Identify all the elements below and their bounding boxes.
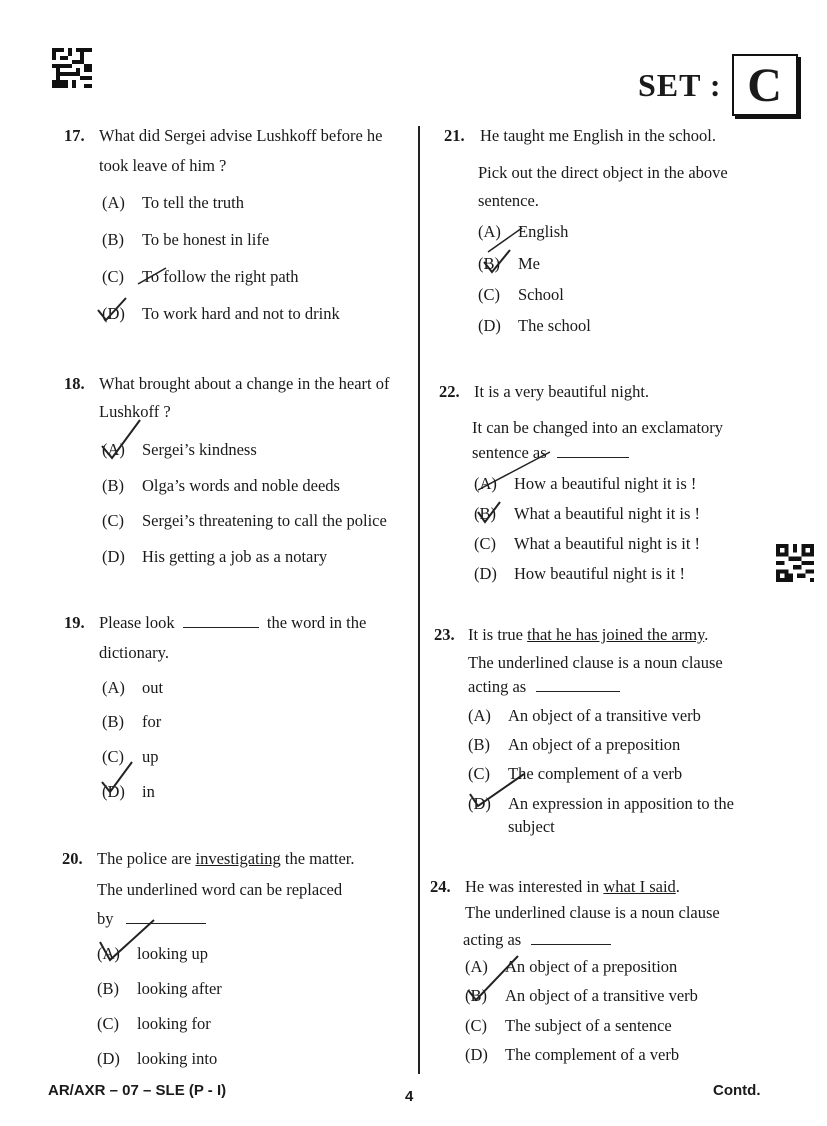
answer-blank (183, 626, 259, 628)
footer-code: AR/AXR – 07 – SLE (P - I) (48, 1082, 227, 1099)
tick-mark-icon (482, 248, 516, 278)
tick-mark-icon (96, 912, 192, 968)
option-c: (C) What a beautiful night is it ! (474, 534, 701, 553)
option-d: (D) His getting a job as a notary (102, 547, 328, 566)
question-stem: What brought about a change in the heart of (99, 374, 390, 393)
tick-mark-icon (466, 768, 532, 812)
footer-contd: Contd. (713, 1082, 761, 1099)
option-b: (B) An object of a preposition (468, 735, 681, 754)
option-a: (A) An object of a transitive verb (468, 706, 701, 725)
answer-blank (536, 690, 620, 692)
option-b: (B) Olga’s words and noble deeds (102, 476, 340, 495)
question-stem: The underlined word can be replaced (97, 880, 343, 899)
underlined-clause: what I said (603, 877, 676, 896)
option-c: (C) Sergei’s threatening to call the police (102, 511, 387, 530)
page-number: 4 (405, 1088, 414, 1105)
question-stem: What did Sergei advise Lushkoff before he (99, 126, 383, 145)
option-b: (B) An object of a transitive verb (465, 986, 698, 1005)
question-number: 23. (434, 625, 455, 644)
tick-mark-icon (96, 296, 130, 326)
option-c: (C) up (102, 747, 159, 766)
option-a: (A) How a beautiful night it is ! (474, 474, 697, 493)
question-stem: Lushkoff ? (99, 402, 171, 421)
tick-mark-icon (136, 262, 170, 288)
option-c: (C) The subject of a sentence (465, 1016, 672, 1035)
question-number: 18. (64, 374, 85, 393)
question-instruction: sentence as (472, 443, 629, 463)
option-d: (D) An expression in apposition to the (468, 794, 734, 813)
option-a: (A) English (478, 222, 569, 241)
question-instruction: sentence. (478, 191, 539, 210)
tick-mark-icon (100, 416, 144, 462)
option-b: (B) Me (478, 254, 540, 273)
question-instruction: It can be changed into an exclamatory (472, 418, 724, 437)
option-b: (B) for (102, 712, 162, 731)
option-d: (D) The complement of a verb (465, 1045, 680, 1064)
option-c: (C) School (478, 285, 564, 304)
set-label: SET : (638, 66, 722, 103)
question-number: 24. (430, 877, 451, 896)
question-instruction: acting as (463, 930, 611, 950)
question-stem: The police are investigating the matter. (97, 849, 355, 868)
question-stem: dictionary. (99, 643, 169, 662)
question-number: 21. (444, 126, 465, 145)
question-instruction: Pick out the direct object in the above (478, 163, 728, 182)
question-stem: took leave of him ? (99, 156, 227, 175)
question-stem: He taught me English in the school. (480, 126, 717, 145)
tick-mark-icon (476, 500, 504, 526)
option-b: (B) What a beautiful night it is ! (474, 504, 701, 523)
question-stem: Please look the word in the (99, 613, 367, 632)
question-stem: by (97, 909, 206, 929)
set-header (638, 52, 798, 118)
underlined-clause: that he has joined the army (527, 625, 705, 644)
tick-mark-icon (464, 950, 526, 1004)
option-c: (C) To follow the right path (102, 267, 299, 286)
question-instruction: The underlined clause is a noun clause (468, 653, 723, 672)
question-stem: It is true that he has joined the army. (468, 625, 709, 644)
qr-code-icon (52, 48, 92, 88)
option-d: (D) The school (478, 316, 591, 335)
option-a: (A) To tell the truth (102, 193, 244, 212)
option-b: (B) looking after (97, 979, 222, 998)
question-number: 20. (62, 849, 83, 868)
option-a: (A) out (102, 678, 164, 697)
answer-blank (557, 456, 629, 458)
option-d: (D) in (102, 782, 155, 801)
qr-code-icon (776, 544, 814, 582)
tick-mark-icon (474, 446, 558, 496)
tick-mark-icon (100, 758, 136, 798)
set-code: C (732, 54, 798, 116)
option-d: (D) To work hard and not to drink (102, 304, 340, 323)
question-stem: He was interested in what I said. (465, 877, 680, 896)
question-number: 19. (64, 613, 85, 632)
option-a: (A) looking up (97, 944, 209, 963)
question-instruction: The underlined clause is a noun clause (465, 903, 720, 922)
question-instruction: acting as (468, 677, 620, 697)
option-a: (A) An object of a preposition (465, 957, 678, 976)
underlined-word: investigating (195, 849, 281, 868)
option-d: (D) How beautiful night is it ! (474, 564, 685, 583)
question-stem: It is a very beautiful night. (474, 382, 650, 401)
option-c: (C) The complement of a verb (468, 764, 683, 783)
option-c: (C) looking for (97, 1014, 211, 1033)
option-b: (B) To be honest in life (102, 230, 270, 249)
option-a: (A) Sergei’s kindness (102, 440, 257, 459)
question-number: 17. (64, 126, 85, 145)
option-d-continued: subject (508, 817, 555, 836)
column-divider (418, 126, 420, 1074)
answer-blank (531, 943, 611, 945)
question-number: 22. (439, 382, 460, 401)
option-d: (D) looking into (97, 1049, 218, 1068)
